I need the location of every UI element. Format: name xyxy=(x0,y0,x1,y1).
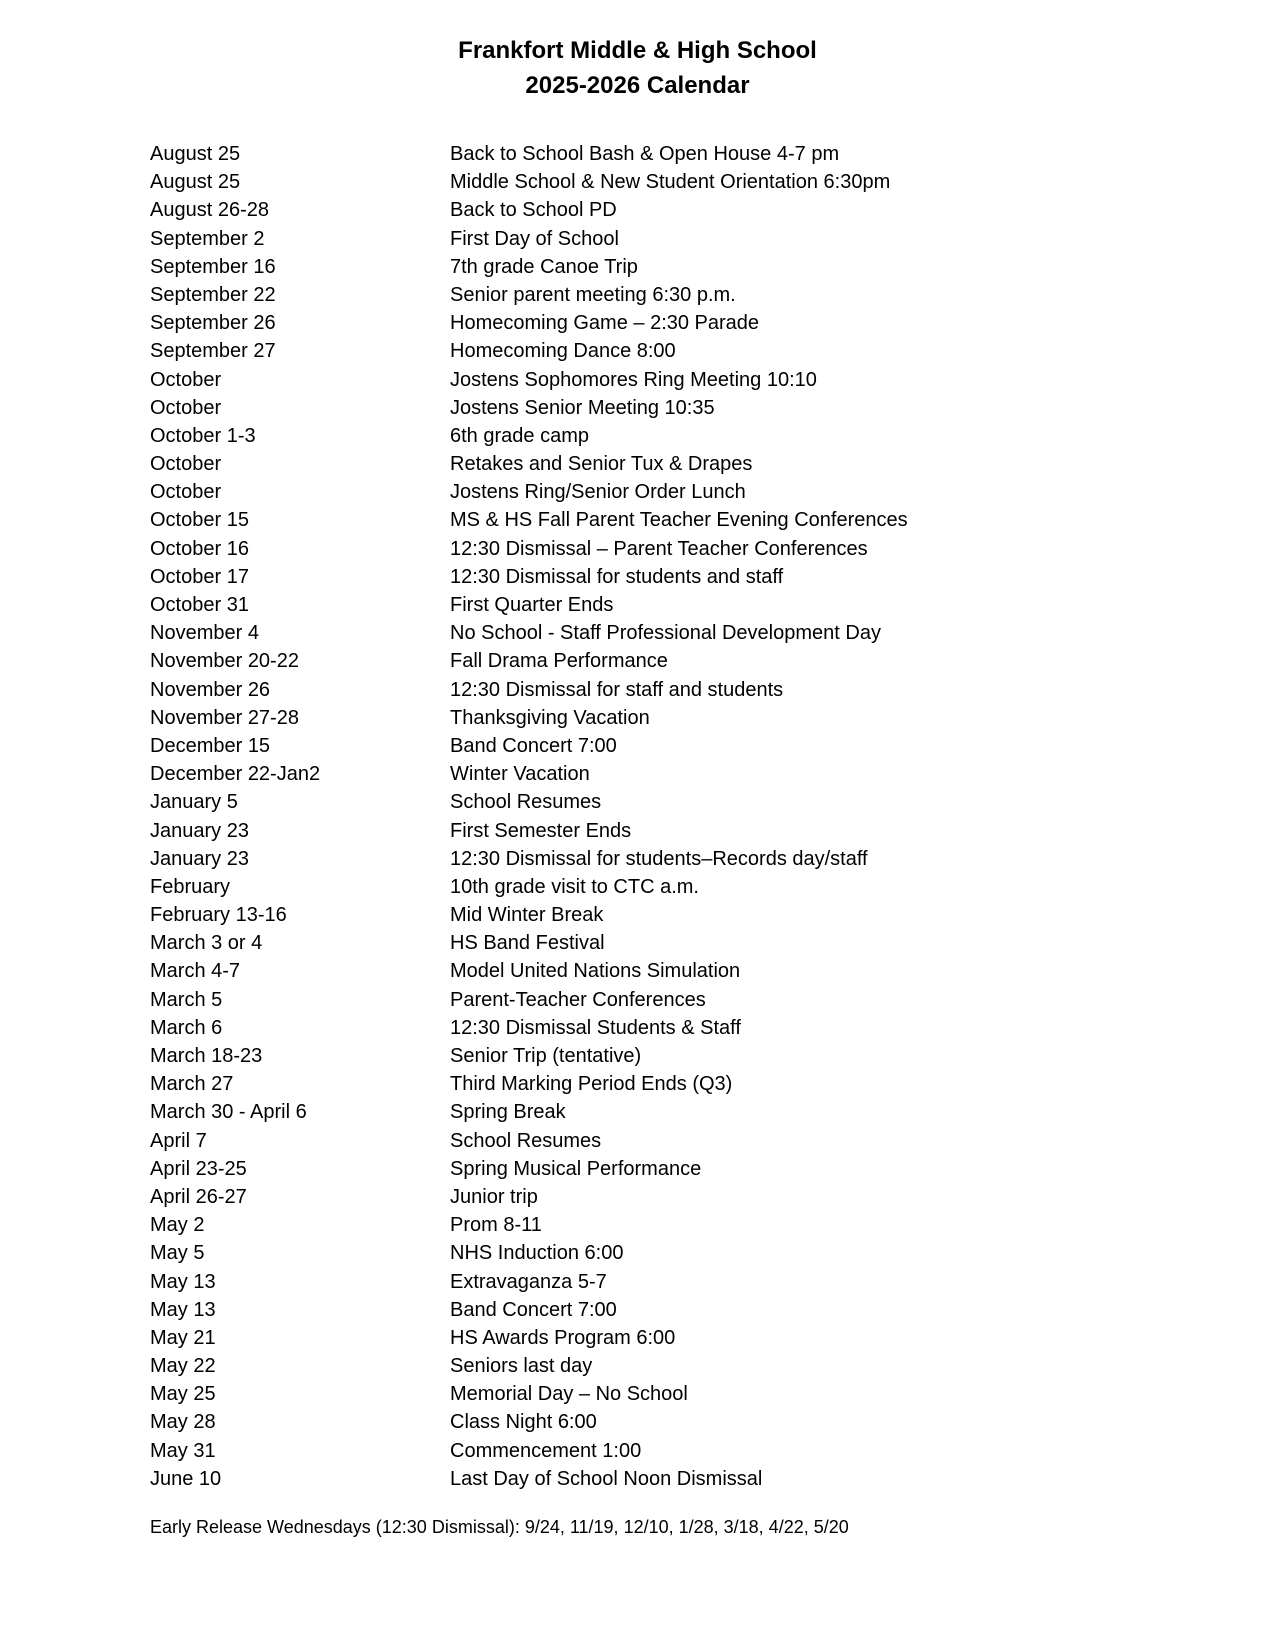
event-date: September 26 xyxy=(150,312,276,335)
event-row xyxy=(150,253,1150,281)
event-description: No School - Staff Professional Development Day xyxy=(450,622,881,645)
event-row xyxy=(150,1098,1150,1126)
event-row xyxy=(150,168,1150,196)
event-description: First Semester Ends xyxy=(450,819,632,842)
event-row xyxy=(150,1268,1150,1296)
event-description: Band Concert 7:00 xyxy=(450,734,617,757)
event-row xyxy=(150,760,1150,788)
event-row xyxy=(150,478,1150,506)
event-description: Spring Break xyxy=(450,1101,566,1124)
event-date: February xyxy=(150,875,231,898)
event-description: 12:30 Dismissal Students & Staff xyxy=(450,1016,741,1039)
event-date: May 13 xyxy=(150,1270,216,1293)
event-date: January 23 xyxy=(150,819,249,842)
event-row xyxy=(150,957,1150,985)
event-row xyxy=(150,986,1150,1014)
event-row xyxy=(150,196,1150,224)
event-description: Memorial Day – No School xyxy=(450,1383,688,1406)
event-row xyxy=(150,647,1150,675)
event-row xyxy=(150,788,1150,816)
event-row xyxy=(150,1380,1150,1408)
event-date: March 27 xyxy=(150,1073,234,1096)
event-date: April 26-27 xyxy=(150,1185,247,1208)
event-date: February 13-16 xyxy=(150,904,287,927)
event-row xyxy=(150,281,1150,309)
event-date: November 4 xyxy=(150,622,259,645)
event-row xyxy=(150,1127,1150,1155)
event-date: September 2 xyxy=(150,227,265,250)
event-row xyxy=(150,901,1150,929)
event-description: Prom 8-11 xyxy=(450,1214,542,1237)
event-description: Winter Vacation xyxy=(450,763,590,786)
event-date: March 30 - April 6 xyxy=(150,1101,307,1124)
event-date: December 15 xyxy=(150,734,271,757)
event-date: November 26 xyxy=(150,678,271,701)
event-date: November 27-28 xyxy=(150,706,299,729)
event-description: NHS Induction 6:00 xyxy=(450,1242,624,1265)
event-row xyxy=(150,1183,1150,1211)
event-date: November 20-22 xyxy=(150,650,299,673)
event-date: March 18-23 xyxy=(150,1045,263,1067)
event-date: December 22-Jan2 xyxy=(150,763,321,786)
event-row xyxy=(150,366,1150,394)
event-description: Class Night 6:00 xyxy=(450,1411,597,1434)
event-date: March 4-7 xyxy=(150,960,241,983)
event-date: January 5 xyxy=(150,791,238,814)
event-row xyxy=(150,1296,1150,1324)
event-description: Senior Trip (tentative) xyxy=(450,1045,642,1067)
event-date: October 31 xyxy=(150,594,249,616)
event-description: Jostens Sophomores Ring Meeting 10:10 xyxy=(450,368,817,391)
event-row xyxy=(150,1070,1150,1098)
event-description: Middle School & New Student Orientation 6:30pm xyxy=(450,171,891,194)
event-description: Fall Drama Performance xyxy=(450,650,668,673)
page-title: Frankfort Middle & High School xyxy=(458,37,817,64)
event-date: October 17 xyxy=(150,565,249,588)
event-date: September 16 xyxy=(150,255,276,278)
event-date: October 15 xyxy=(150,509,249,532)
event-date: October 16 xyxy=(150,537,249,560)
event-row xyxy=(150,704,1150,732)
event-date: March 6 xyxy=(150,1016,223,1039)
event-description: 12:30 Dismissal for students–Records day/staff xyxy=(450,847,868,870)
event-date: October xyxy=(150,396,222,419)
event-date: March 5 xyxy=(150,988,223,1011)
event-date: May 22 xyxy=(150,1355,216,1378)
event-date: May 31 xyxy=(150,1439,216,1462)
event-description: Seniors last day xyxy=(450,1355,593,1378)
event-row xyxy=(150,1437,1150,1465)
event-list xyxy=(150,140,1150,1493)
event-row xyxy=(150,732,1150,760)
event-description: 10th grade visit to CTC a.m. xyxy=(450,875,699,898)
event-row xyxy=(150,1408,1150,1436)
event-date: October 1-3 xyxy=(150,424,256,447)
event-description: Retakes and Senior Tux & Drapes xyxy=(450,453,753,476)
page-subtitle: 2025-2026 Calendar xyxy=(525,72,750,99)
event-row xyxy=(150,1239,1150,1267)
event-row xyxy=(150,506,1150,534)
event-description: Extravaganza 5-7 xyxy=(450,1270,607,1293)
event-row xyxy=(150,309,1150,337)
event-description: School Resumes xyxy=(450,1129,602,1152)
event-description: 7th grade Canoe Trip xyxy=(450,255,638,278)
event-row xyxy=(150,845,1150,873)
event-row xyxy=(150,1211,1150,1239)
event-date: April 23-25 xyxy=(150,1157,247,1180)
event-row xyxy=(150,1014,1150,1042)
event-row xyxy=(150,676,1150,704)
event-date: January 23 xyxy=(150,847,249,870)
event-date: June 10 xyxy=(150,1467,222,1490)
event-description: 6th grade camp xyxy=(450,424,589,447)
event-date: May 25 xyxy=(150,1383,216,1406)
event-row xyxy=(150,873,1150,901)
event-row xyxy=(150,929,1150,957)
event-description: Parent-Teacher Conferences xyxy=(450,988,706,1011)
event-description: Model United Nations Simulation xyxy=(450,960,741,983)
event-description: First Day of School xyxy=(450,227,619,250)
event-date: August 26-28 xyxy=(150,199,269,222)
event-date: May 2 xyxy=(150,1214,205,1237)
event-date: October xyxy=(150,368,222,391)
event-date: March 3 or 4 xyxy=(150,932,263,955)
event-row xyxy=(150,1042,1150,1070)
event-description: Senior parent meeting 6:30 p.m. xyxy=(450,283,736,306)
event-description: Last Day of School Noon Dismissal xyxy=(450,1467,763,1490)
event-description: HS Band Festival xyxy=(450,932,605,955)
event-row xyxy=(150,1155,1150,1183)
event-row xyxy=(150,535,1150,563)
event-row xyxy=(150,591,1150,619)
event-description: Band Concert 7:00 xyxy=(450,1298,617,1321)
event-description: 12:30 Dismissal for students and staff xyxy=(450,565,784,588)
event-row xyxy=(150,1352,1150,1380)
event-description: Spring Musical Performance xyxy=(450,1157,702,1180)
event-date: May 13 xyxy=(150,1298,216,1321)
event-row xyxy=(150,1465,1150,1493)
event-row xyxy=(150,619,1150,647)
event-description: Junior trip xyxy=(450,1185,538,1208)
event-row xyxy=(150,450,1150,478)
event-date: May 5 xyxy=(150,1242,205,1265)
event-description: 12:30 Dismissal – Parent Teacher Conferences xyxy=(450,537,868,560)
event-description: Jostens Ring/Senior Order Lunch xyxy=(450,481,746,504)
event-date: April 7 xyxy=(150,1129,207,1152)
event-date: May 28 xyxy=(150,1411,216,1434)
event-description: Back to School Bash & Open House 4-7 pm xyxy=(450,143,840,165)
event-date: May 21 xyxy=(150,1326,216,1349)
event-date: September 27 xyxy=(150,340,276,363)
event-date: August 25 xyxy=(150,171,241,194)
event-description: HS Awards Program 6:00 xyxy=(450,1326,676,1349)
event-description: Jostens Senior Meeting 10:35 xyxy=(450,396,715,419)
event-row xyxy=(150,817,1150,845)
event-row xyxy=(150,337,1150,365)
early-release-note: Early Release Wednesdays (12:30 Dismissal): 9/24, 11/19, 12/10, 1/28, 3/18, 4/22, 5/20 xyxy=(150,1517,849,1537)
event-date: October xyxy=(150,453,222,476)
event-row xyxy=(150,422,1150,450)
event-description: Commencement 1:00 xyxy=(450,1439,642,1462)
event-description: Homecoming Game – 2:30 Parade xyxy=(450,312,760,335)
event-date: August 25 xyxy=(150,143,241,165)
event-date: October xyxy=(150,481,222,504)
event-description: Thanksgiving Vacation xyxy=(450,706,650,729)
event-row xyxy=(150,563,1150,591)
event-row xyxy=(150,140,1150,168)
event-description: 12:30 Dismissal for staff and students xyxy=(450,678,784,701)
event-row xyxy=(150,225,1150,253)
event-description: Third Marking Period Ends (Q3) xyxy=(450,1073,733,1096)
event-description: MS & HS Fall Parent Teacher Evening Conferences xyxy=(450,509,908,532)
event-description: Back to School PD xyxy=(450,199,617,222)
event-description: School Resumes xyxy=(450,791,602,814)
event-row xyxy=(150,1324,1150,1352)
event-date: September 22 xyxy=(150,283,276,306)
event-description: Homecoming Dance 8:00 xyxy=(450,340,676,363)
event-row xyxy=(150,394,1150,422)
event-description: Mid Winter Break xyxy=(450,904,604,927)
event-description: First Quarter Ends xyxy=(450,594,614,616)
